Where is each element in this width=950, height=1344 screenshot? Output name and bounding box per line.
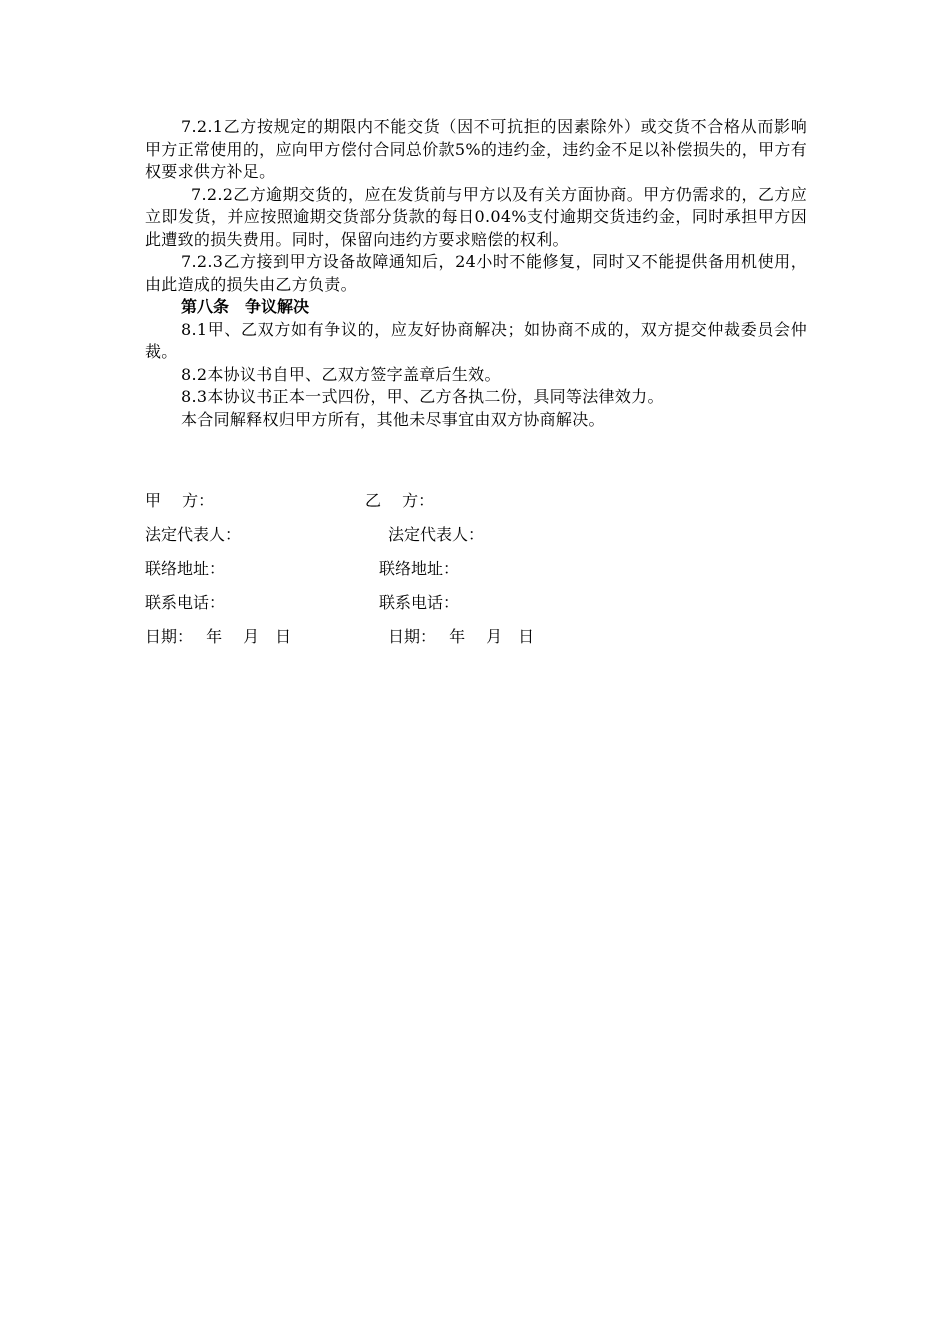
party-a-label: 甲 方： <box>145 491 215 510</box>
clause-8-2: 8.2本协议书自甲、乙双方签字盖章后生效。 <box>181 364 501 384</box>
clause-8-1: 8.1甲、乙双方如有争议的，应友好协商解决；如协商不成的，双方提交仲裁委员会仲裁。 <box>145 319 807 361</box>
clause-7-2-1: 7.2.1乙方按规定的期限内不能交货（因不可抗拒的因素除外）或交货不合格从而影响甲方正常使用的，应向甲方偿付合同总价款5%的违约金，违约金不足以补偿损失的，甲方有权要求供方补足。 <box>145 117 807 181</box>
article-8-heading: 第八条 争议解决 <box>181 297 310 316</box>
representative-a-label: 法定代表人： <box>145 525 242 544</box>
signature-row-phone <box>145 590 807 624</box>
signature-row-party <box>145 488 807 522</box>
signature-row-representative <box>145 522 807 556</box>
signature-row-date <box>145 624 807 658</box>
contract-body <box>145 116 807 431</box>
clause-8-3: 8.3本协议书正本一式四份，甲、乙方各执二份，具同等法律效力。 <box>181 387 664 406</box>
phone-a-label: 联系电话： <box>145 593 226 612</box>
clause-7-2-2: 7.2.2乙方逾期交货的，应在发货前与甲方以及有关方面协商。甲方仍需求的，乙方应立即发货，并应按照逾期交货部分货款的每日0.04%支付逾期交货违约金，同时承担甲方因此遭致的损失费用。同时，保留向违约方要求赔偿的权利。 <box>145 184 807 249</box>
address-b-label: 联络地址： <box>379 559 460 578</box>
signature-block <box>145 488 807 658</box>
date-b-label: 日期： 年 月 日 <box>388 627 535 646</box>
signature-row-address <box>145 556 807 590</box>
date-a-label: 日期： 年 月 日 <box>145 627 292 646</box>
clause-7-2-3: 7.2.3乙方接到甲方设备故障通知后，24小时不能修复，同时又不能提供备用机使用，由此造成的损失由乙方负责。 <box>145 252 807 294</box>
phone-b-label: 联系电话： <box>379 593 460 612</box>
closing-statement: 本合同解释权归甲方所有，其他未尽事宜由双方协商解决。 <box>181 409 605 429</box>
party-b-label: 乙 方： <box>365 491 435 510</box>
address-a-label: 联络地址： <box>145 559 226 578</box>
representative-b-label: 法定代表人： <box>388 525 485 544</box>
